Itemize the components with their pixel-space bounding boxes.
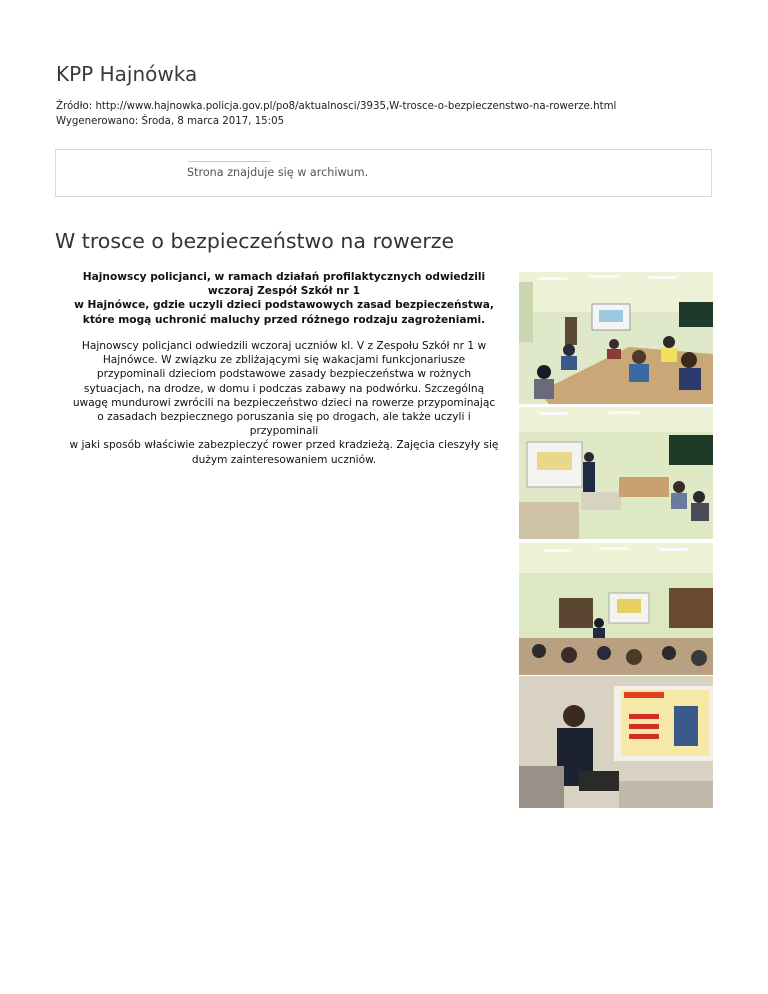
- lead-line: wczoraj Zespół Szkół nr 1: [207, 285, 361, 298]
- body-line: przypominali dzieciom podstawowe zasady bezpieczeństwa w rożnych: [96, 368, 472, 381]
- body-line: sytuacjach, na drodze, w domu i podczas zabawy na podwórku. Szczególną: [83, 382, 485, 395]
- article-title: W trosce o bezpieczeństwo na rowerze: [55, 229, 455, 253]
- page-meta: [56, 99, 616, 129]
- site-title: KPP Hajnówka: [56, 62, 198, 86]
- archive-notice-text: Strona znajduje się w archiwum.: [187, 166, 369, 179]
- body-line: dużym zainteresowaniem uczniów.: [191, 453, 377, 466]
- body-line: uwagę mundurowi zwrócili na bezpieczeństwo dzieci na rowerze przypominając: [72, 396, 496, 409]
- body-line: Hajnówce. W związku ze zbliżającymi się wakacjami funkcjonariusze: [102, 354, 466, 367]
- photo-officer-emergency-numbers[interactable]: [519, 676, 713, 808]
- body-line: przypominali: [249, 425, 319, 438]
- lead-line: Hajnowscy policjanci, w ramach działań profilaktycznych odwiedzili: [82, 271, 486, 283]
- archive-notice: [55, 149, 712, 197]
- photo-classroom-screen[interactable]: [519, 543, 713, 675]
- notice-divider: [188, 161, 270, 162]
- photo-classroom-students[interactable]: [519, 272, 713, 404]
- lead-line: które mogą uchronić maluchy przed różnego rodzaju zagrożeniami.: [82, 313, 486, 326]
- lead-line: w Hajnówce, gdzie uczyli dzieci podstawowych zasad bezpieczeństwa,: [74, 299, 494, 312]
- photo-officer-presenting[interactable]: [519, 407, 713, 539]
- article-body: [56, 339, 512, 467]
- source-url[interactable]: Źródło: http://www.hajnowka.policja.gov.pl/po8/aktualnosci/3935,W-trosce-o-bezpieczenstwo-na-rowerze.html: [56, 101, 617, 112]
- body-line: o zasadach bezpiecznego poruszania się po drogach, ale także uczyli i: [97, 411, 471, 424]
- body-line: w jaki sposób właściwie zabezpieczyć rower przed kradzieżą. Zajęcia cieszyły się: [69, 439, 499, 452]
- article-lead: [56, 270, 512, 327]
- body-line: Hajnowscy policjanci odwiedzili wczoraj uczniów kl. V z Zespołu Szkół nr 1 w: [81, 340, 487, 352]
- generated-date: Wygenerowano: Środa, 8 marca 2017, 15:05: [56, 116, 285, 127]
